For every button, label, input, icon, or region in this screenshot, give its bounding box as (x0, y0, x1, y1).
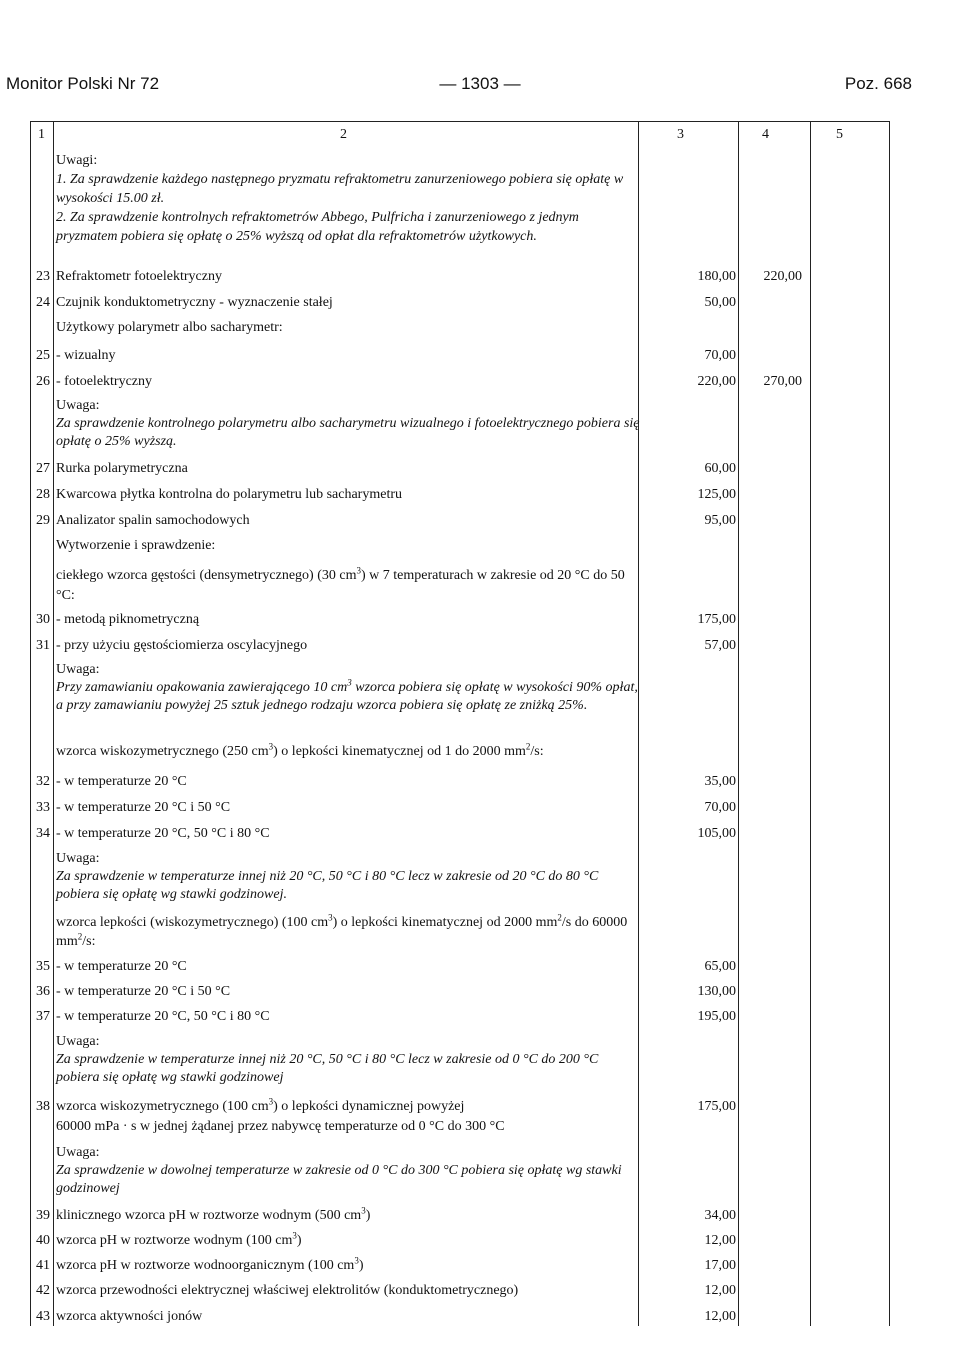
column-header-5: 5 (836, 127, 843, 142)
header-position: Poz. 668 (844, 74, 912, 93)
note-text: Za sprawdzenie w temperaturze innej niż 20 °C, 50 °C i 80 °C lecz w zakresie od 0 °C do 200 °C pobiera się opłatę wg stawki godzinowej (56, 1052, 599, 1085)
row-price: 175,00 (697, 1099, 736, 1114)
note-title: Uwaga: (56, 662, 100, 677)
row-number: 38 (36, 1099, 50, 1114)
table-divider-4 (810, 121, 811, 1326)
row-description: - w temperaturze 20 °C, 50 °C i 80 °C (56, 1009, 270, 1024)
row-price: 95,00 (704, 513, 736, 528)
note-title: Uwaga: (56, 1145, 100, 1160)
row-description: - fotoelektryczny (56, 374, 153, 389)
note-text: Za sprawdzenie kontrolnego polarymetru albo sacharymetru wizualnego i fotoelektrycznego pobiera się opłatę o 25% wyższą. (56, 416, 640, 449)
row-description: Analizator spalin samochodowych (56, 513, 250, 528)
row-number: 34 (36, 826, 50, 841)
fee-table (30, 121, 890, 1326)
row-description: wzorca wiskozymetrycznego (100 $cm^3$) o lepkości dynamicznej powyżej 60000 mPa · s w jednej żądanej przez nabywcę temperaturze od 0 °C do 300 °C (56, 1096, 505, 1134)
row-number: 26 (36, 374, 50, 389)
row-number: 42 (36, 1283, 50, 1298)
row-description: - w temperaturze 20 °C (56, 774, 187, 789)
row-price: 70,00 (704, 348, 736, 363)
wytworzenie-heading: Wytworzenie i sprawdzenie: (56, 538, 216, 553)
viscosity-heading: wzorca wiskozymetrycznego (250 $cm^3$) o lepkości kinematycznej od 1 do 2000 $mm^2/s$: (56, 741, 544, 759)
row-description: - wizualny (56, 348, 116, 363)
column-header-4: 4 (762, 127, 769, 142)
table-top-border (30, 121, 890, 122)
row-price-col4: 220,00 (763, 269, 802, 284)
row-number: 29 (36, 513, 50, 528)
row-number: 25 (36, 348, 50, 363)
row-description: - w temperaturze 20 °C i 50 °C (56, 984, 231, 999)
row-price: 50,00 (704, 295, 736, 310)
note-title: Uwaga: (56, 851, 100, 866)
note-text: Za sprawdzenie w dowolnej temperaturze w zakresie od 0 °C do 300 °C pobiera się opłatę wg stawki godzinowej (56, 1163, 622, 1196)
column-header-2: 2 (340, 127, 347, 142)
row-price: 70,00 (704, 800, 736, 815)
row-description: klinicznego wzorca pH w roztworze wodnym (500 $cm^3$) (56, 1205, 371, 1223)
row-description: Rurka polarymetryczna (56, 461, 188, 476)
density-heading: ciekłego wzorca gęstości (densymetrycznego) (30 $cm^3$) w 7 temperaturach w zakresie od 20 °C do 50 °C: (56, 565, 625, 603)
row-number: 24 (36, 295, 50, 310)
row-description: Czujnik konduktometryczny - wyznaczenie stałej (56, 295, 333, 310)
row-price: 105,00 (697, 826, 736, 841)
lepkosci-heading: wzorca lepkości (wiskozymetrycznego) (100 $cm^3$) o lepkości kinematycznej od 2000 $mm^2/s$ do 60000 $mm^2/s$: (56, 912, 628, 949)
row-number: 32 (36, 774, 50, 789)
row-number: 33 (36, 800, 50, 815)
row-number: 37 (36, 1009, 50, 1024)
note-text: Za sprawdzenie w temperaturze innej niż 20 °C, 50 °C i 80 °C lecz w zakresie od 20 °C do 80 °C pobiera się opłatę wg stawki godzinowej. (56, 869, 599, 902)
row-price: 175,00 (697, 612, 736, 627)
table-divider-1 (53, 121, 54, 1326)
note-title: Uwaga: (56, 1034, 100, 1049)
row-description: Refraktometr fotoelektryczny (56, 269, 222, 284)
row-price: 60,00 (704, 461, 736, 476)
row-number: 36 (36, 984, 50, 999)
header-publication: Monitor Polski Nr 72 (6, 74, 160, 93)
row-description: wzorca aktywności jonów (56, 1309, 203, 1324)
row-description: wzorca przewodności elektrycznej właściwej elektrolitów (konduktometrycznego) (56, 1283, 519, 1298)
row-number: 31 (36, 638, 50, 653)
row-description: - w temperaturze 20 °C (56, 959, 187, 974)
row-number: 41 (36, 1258, 50, 1273)
row-description: Kwarcowa płytka kontrolna do polarymetru lub sacharymetru (56, 487, 403, 502)
row-number: 27 (36, 461, 50, 476)
row-number: 43 (36, 1309, 50, 1324)
row-price-col4: 270,00 (763, 374, 802, 389)
column-header-1: 1 (38, 127, 45, 142)
row-number: 35 (36, 959, 50, 974)
row-price: 35,00 (704, 774, 736, 789)
row-price: 125,00 (697, 487, 736, 502)
row-price: 195,00 (697, 1009, 736, 1024)
row-number: 23 (36, 269, 50, 284)
row-price: 12,00 (704, 1283, 736, 1298)
row-description: - metodą piknometryczną (56, 612, 200, 627)
note-text: Przy zamawianiu opakowania zawierającego 10 $cm^3$ wzorca pobiera się opłatę w wysokości 90% opłat, a przy zamawianiu powyżej 25 sztuk jednego rodzaju wzorca pobiera się opłatę ze zniżką 25%. (56, 677, 638, 713)
note-line-2: 2. Za sprawdzenie kontrolnych refraktometrów Abbego, Pulfricha i zanurzeniowego z jednym pryzmatem pobiera się opłatę o 25% wyższą od opłat dla refraktometrów użytkowych. (56, 210, 579, 244)
row-price: 130,00 (697, 984, 736, 999)
note-title: Uwagi: (56, 153, 98, 168)
table-border-right (889, 121, 890, 1326)
row-price: 57,00 (704, 638, 736, 653)
row-number: 30 (36, 612, 50, 627)
row-description: - przy użyciu gęstościomierza oscylacyjnego (56, 638, 308, 653)
row-description: - w temperaturze 20 °C i 50 °C (56, 800, 231, 815)
row-price: 220,00 (697, 374, 736, 389)
row-price: 65,00 (704, 959, 736, 974)
row-price: 12,00 (704, 1233, 736, 1248)
row-description: - w temperaturze 20 °C, 50 °C i 80 °C (56, 826, 270, 841)
row-number: 28 (36, 487, 50, 502)
column-header-3: 3 (677, 127, 684, 142)
polarymetr-heading: Użytkowy polarymetr albo sacharymetr: (56, 320, 283, 335)
row-number: 39 (36, 1208, 50, 1223)
row-price: 17,00 (704, 1258, 736, 1273)
note-title: Uwaga: (56, 398, 100, 413)
row-number: 40 (36, 1233, 50, 1248)
row-price: 34,00 (704, 1208, 736, 1223)
row-price: 180,00 (697, 269, 736, 284)
table-divider-3 (738, 121, 739, 1326)
header-page-number: — 1303 — (439, 74, 521, 93)
row-price: 12,00 (704, 1309, 736, 1324)
note-line-1: 1. Za sprawdzenie każdego następnego pryzmatu refraktometru zanurzeniowego pobiera się opłatę w wysokości 15.00 zł. (56, 172, 624, 206)
row-description: wzorca pH w roztworze wodnym (100 $cm^3$) (56, 1230, 302, 1248)
row-description: wzorca pH w roztworze wodnoorganicznym (100 $cm^3$) (56, 1255, 364, 1273)
